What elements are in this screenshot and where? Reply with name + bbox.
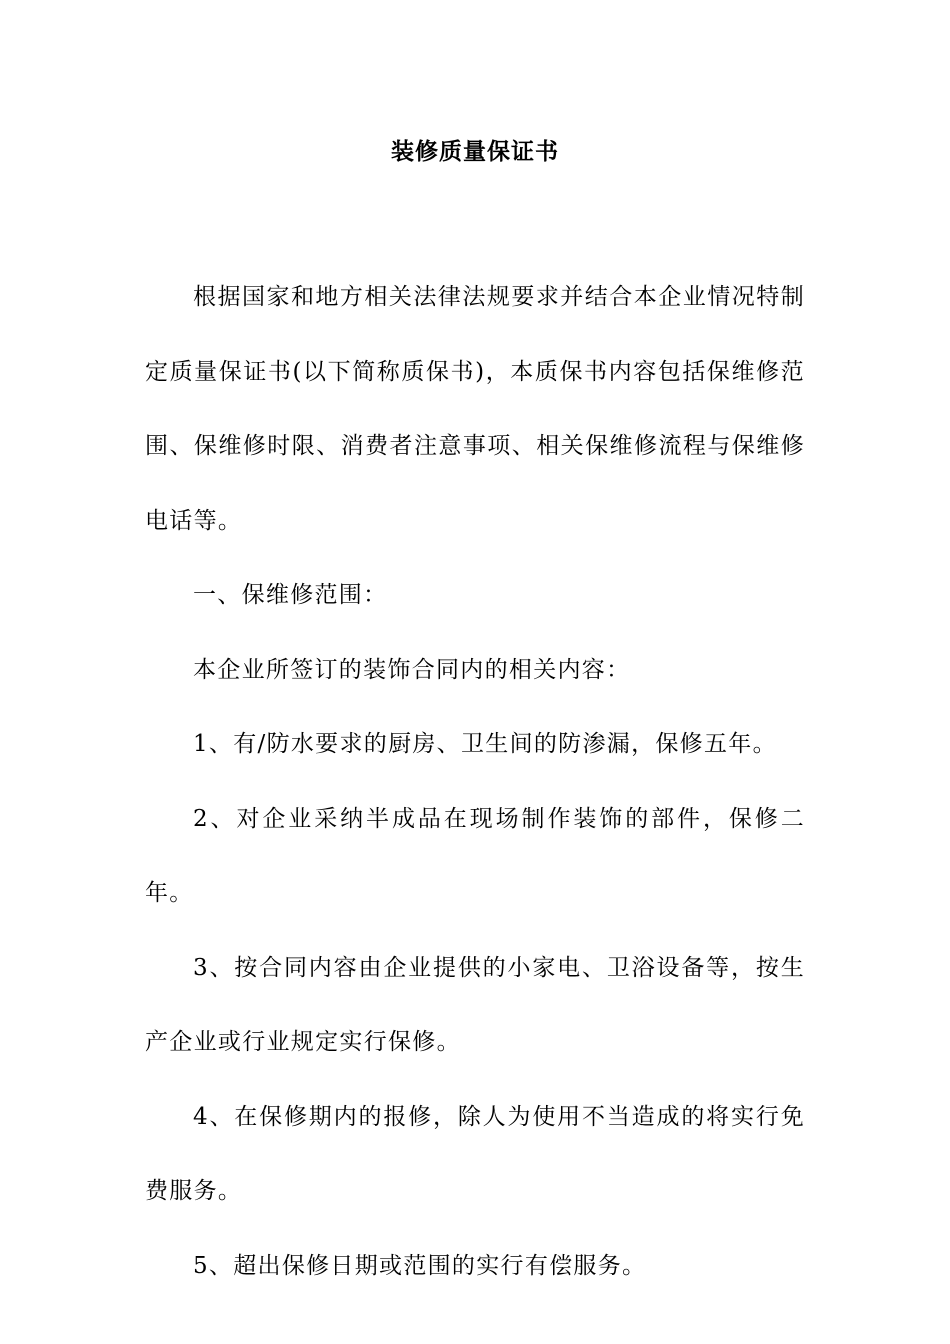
scope-intro-paragraph: 本企业所签订的装饰合同内的相关内容： <box>193 656 631 683</box>
intro-paragraph: 根据国家和地方相关法律法规要求并结合本企业情况特制定质量保证书(以下简称质保书)，本质保书内容包括保维修范围、保维修时限、消费者注意事项、相关保维修流程与保维修电话等。 <box>145 284 805 534</box>
section-heading-scope: 一、保维修范围： <box>193 582 388 608</box>
document-title: 装修质量保证书 <box>391 138 559 165</box>
document-body <box>145 260 805 1303</box>
scope-item-2: 2、对企业采纳半成品在现场制作装饰的部件，保修二年。 <box>145 805 805 906</box>
scope-item-5: 5、超出保修日期或范围的实行有偿服务。 <box>193 1252 647 1279</box>
scope-item-3: 3、按合同内容由企业提供的小家电、卫浴设备等，按生产企业或行业规定实行保修。 <box>145 954 805 1055</box>
scope-item-4: 4、在保修期内的报修，除人为使用不当造成的将实行免费服务。 <box>145 1103 805 1204</box>
scope-item-1: 1、有/防水要求的厨房、卫生间的防渗漏，保修五年。 <box>193 731 777 757</box>
